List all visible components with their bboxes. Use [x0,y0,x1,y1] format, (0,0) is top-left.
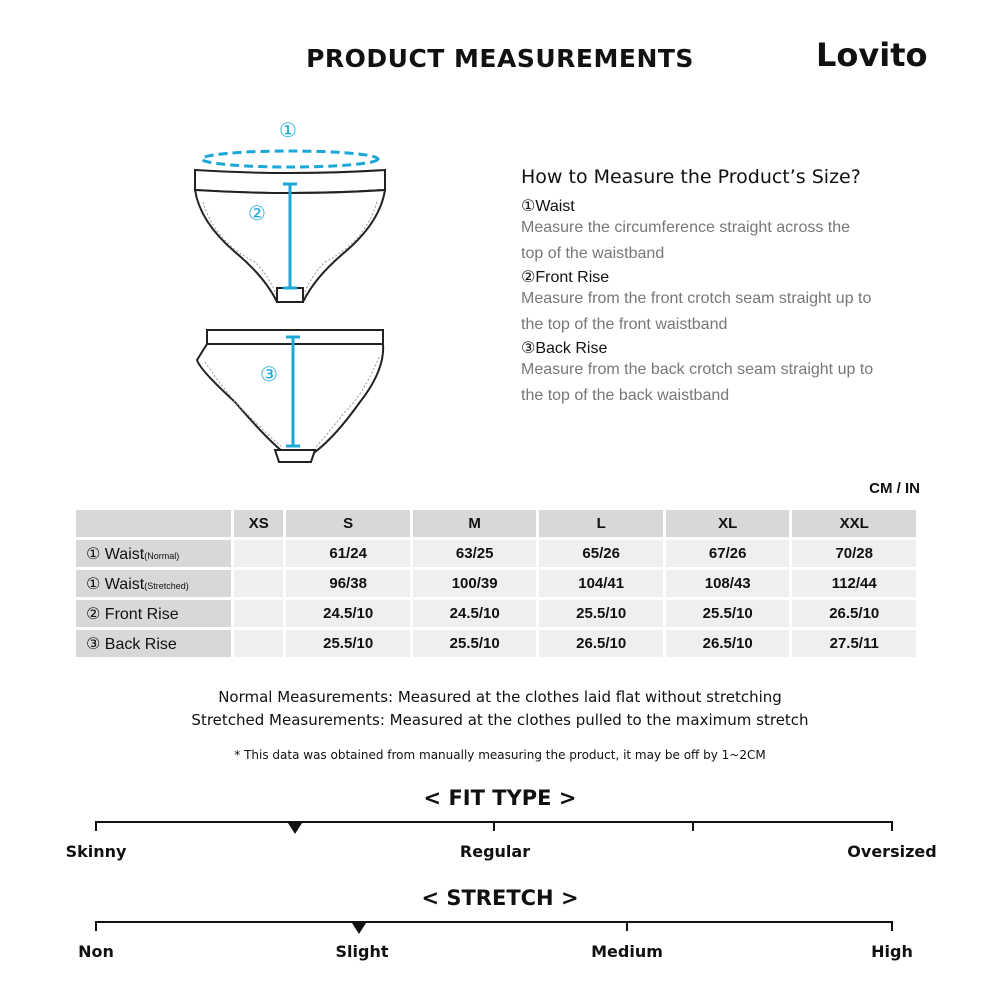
table-cell: 25.5/10 [286,630,410,657]
row-label-text: ② Front Rise [86,605,179,623]
table-cell: 112/44 [792,570,916,597]
table-cell: 100/39 [413,570,537,597]
table-cell [234,570,283,597]
page-title: PRODUCT MEASUREMENTS [306,44,694,73]
back-rise-description-line1: Measure from the back crotch seam straight up to [521,361,874,378]
fit-label-skinny: Skinny [65,842,127,861]
back-rise-title: ③Back Rise [521,340,608,357]
fit-label-regular: Regular [459,842,531,861]
table-cell: 65/26 [539,540,663,567]
diagram-label-waist: ① [279,118,297,142]
front-rise-description-line1: Measure from the front crotch seam straight up to [521,290,872,307]
table-row [76,630,916,657]
table-cell: 96/38 [286,570,410,597]
table-cell: 24.5/10 [286,600,410,627]
row-label [76,540,231,567]
diagram-label-back-rise: ③ [260,362,278,386]
table-cell: 25.5/10 [666,600,790,627]
waist-description-line2: top of the waistband [521,244,665,262]
stretch-label-slight: Slight [335,942,389,961]
size-chart-table [73,507,919,660]
table-cell [234,540,283,567]
table-cell: 63/25 [413,540,537,567]
how-to-measure-section [521,166,941,409]
fit-type-tick [692,821,694,831]
table-cell [234,630,283,657]
table-row [76,600,916,627]
front-brief-illustration [195,151,385,302]
waist-description-line1: Measure the circumference straight across the [521,219,851,236]
row-label [76,570,231,597]
unit-label: CM / IN [869,480,920,497]
row-label-sub: (Stretched) [144,580,189,591]
header-corner-cell [76,510,231,537]
disclaimer-note: * This data was obtained from manually measuring the product, it may be off by 1~2CM [234,748,766,762]
table-cell: 26.5/10 [539,630,663,657]
size-header-row [76,510,916,537]
front-rise-description-line2: the top of the front waistband [521,315,728,333]
row-label-text: ③ Back Rise [86,635,177,653]
table-cell: 108/43 [666,570,790,597]
row-label-text: ① Waist [86,545,145,563]
fit-type-tick [95,821,97,831]
table-row [76,540,916,567]
size-header-cell: XXL [792,510,916,537]
brand-logo: Lovito [816,36,928,74]
back-brief-illustration [197,330,383,462]
table-row [76,570,916,597]
fit-label-oversized: Oversized [847,842,937,861]
table-cell: 104/41 [539,570,663,597]
table-cell: 26.5/10 [666,630,790,657]
fit-type-tick [493,821,495,831]
row-label [76,630,231,657]
stretch-label-non: Non [78,942,114,961]
size-header-cell: S [286,510,410,537]
table-cell: 26.5/10 [792,600,916,627]
row-label-sub: (Normal) [144,550,180,561]
stretch-label-medium: Medium [591,942,663,961]
stretch-label-high: High [871,942,913,961]
table-cell: 25.5/10 [539,600,663,627]
stretch-tick [626,921,628,931]
waist-dashed-circle [202,151,378,167]
measurement-diagram [185,112,395,472]
table-cell [234,600,283,627]
stretch-scale-line [95,921,893,923]
table-cell: 70/28 [792,540,916,567]
table-cell: 67/26 [666,540,790,567]
size-header-cell: XL [666,510,790,537]
how-to-measure-heading: How to Measure the Product’s Size? [521,166,861,188]
fit-type-marker [288,823,302,834]
row-label [76,600,231,627]
fit-type-title: < FIT TYPE > [423,786,577,810]
stretch-tick [891,921,893,931]
diagram-label-front-rise: ② [248,201,266,225]
row-label-text: ① Waist [86,575,145,593]
front-rise-title: ②Front Rise [521,269,610,286]
table-cell: 27.5/11 [792,630,916,657]
size-header-cell: M [413,510,537,537]
stretched-measurement-note: Stretched Measurements: Measured at the clothes pulled to the maximum stretch [191,711,809,729]
stretch-marker [352,923,366,934]
table-cell: 61/24 [286,540,410,567]
size-header-cell: XS [234,510,283,537]
normal-measurement-note: Normal Measurements: Measured at the clothes laid flat without stretching [218,688,782,706]
stretch-title: < STRETCH > [421,886,579,910]
fit-type-tick [891,821,893,831]
back-rise-description-line2: the top of the back waistband [521,386,730,404]
stretch-tick [95,921,97,931]
waist-title: ①Waist [521,198,575,215]
table-cell: 24.5/10 [413,600,537,627]
table-cell: 25.5/10 [413,630,537,657]
size-header-cell: L [539,510,663,537]
